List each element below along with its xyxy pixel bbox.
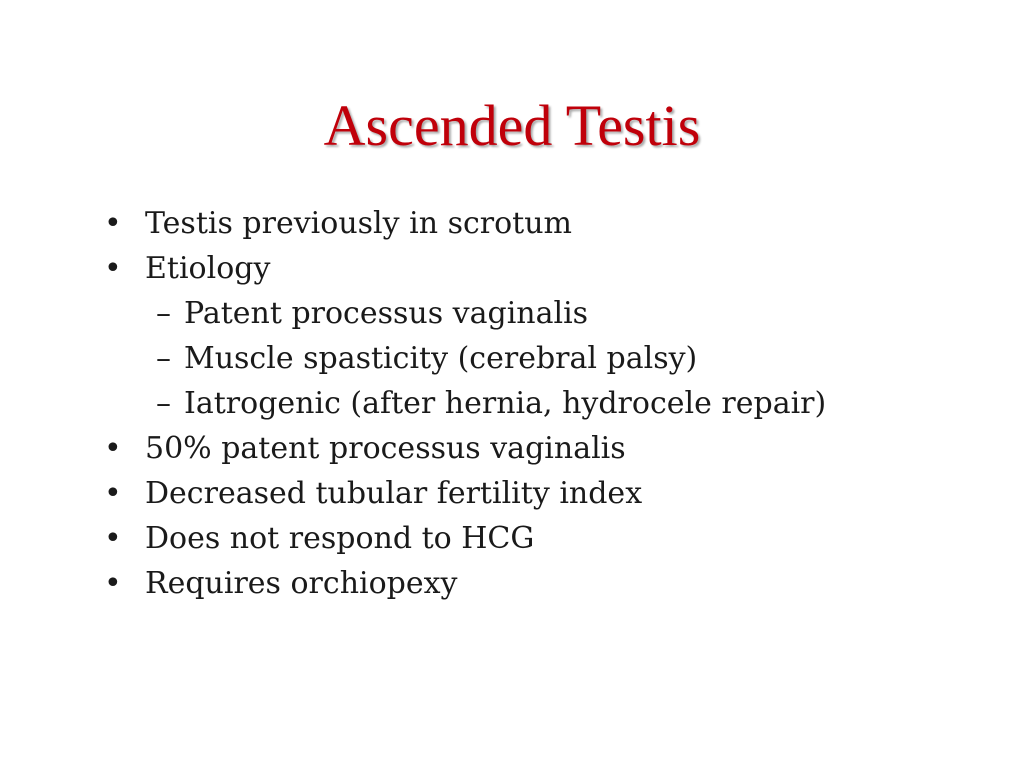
bullet-item (104, 471, 984, 516)
bullet-text: Requires orchiopexy (145, 566, 458, 601)
bullet-item (104, 426, 984, 471)
bullet-list (104, 201, 984, 606)
bullet-text: Testis previously in scrotum (145, 206, 572, 241)
bullet-marker: • (104, 206, 122, 241)
sub-bullet-item (104, 336, 984, 381)
sub-bullet-text: Iatrogenic (after hernia, hydrocele repair) (184, 386, 827, 421)
slide-title: Ascended Testis (323, 93, 701, 158)
bullet-item (104, 246, 984, 291)
sub-bullet-text: Muscle spasticity (cerebral palsy) (184, 341, 698, 376)
bullet-item (104, 516, 984, 561)
bullet-text: Does not respond to HCG (145, 521, 535, 556)
sub-bullet-text: Patent processus vaginalis (184, 296, 589, 331)
sub-bullet-item (104, 381, 984, 426)
bullet-text: 50% patent processus vaginalis (145, 431, 626, 466)
sub-bullet-marker: – (156, 341, 171, 376)
bullet-item (104, 201, 984, 246)
bullet-marker: • (104, 251, 122, 286)
sub-bullet-item (104, 291, 984, 336)
bullet-item (104, 561, 984, 606)
bullet-marker: • (104, 476, 122, 511)
sub-bullet-marker: – (156, 296, 171, 331)
bullet-marker: • (104, 521, 122, 556)
sub-bullet-marker: – (156, 386, 171, 421)
bullet-marker: • (104, 566, 122, 601)
bullet-text: Decreased tubular fertility index (145, 476, 643, 511)
bullet-text: Etiology (145, 251, 271, 286)
bullet-marker: • (104, 431, 122, 466)
